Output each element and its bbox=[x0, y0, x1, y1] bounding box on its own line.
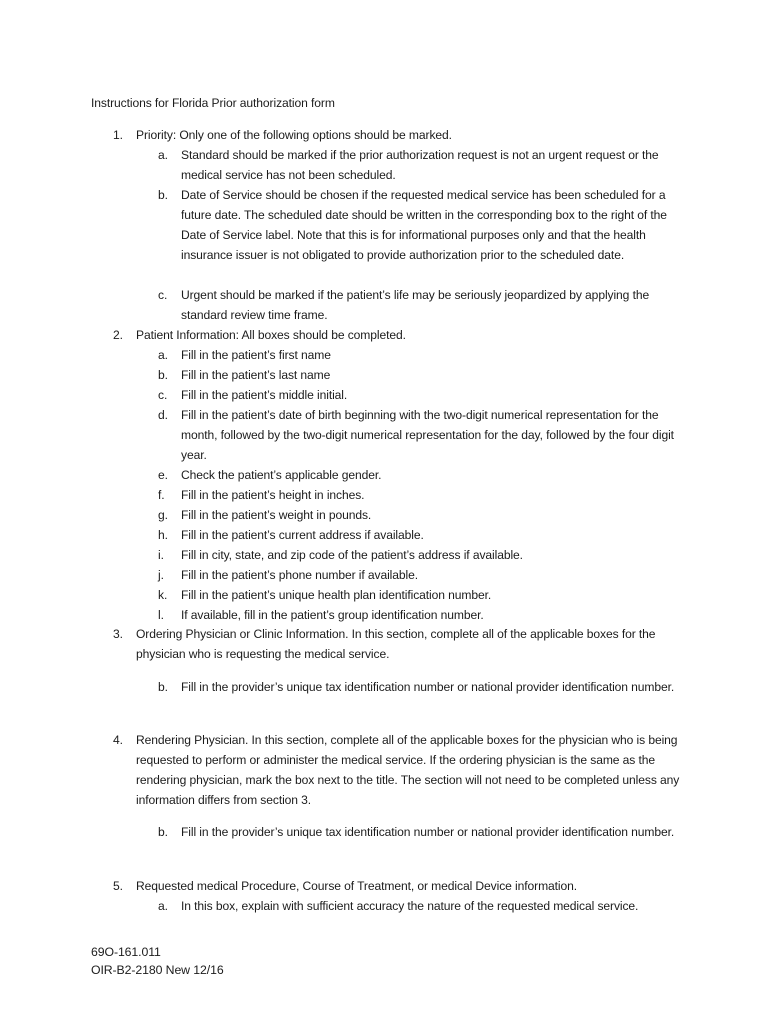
section-heading: Ordering Physician or Clinic Information. In this section, complete all of the applicable boxes for the physician who is requesting the medical service. bbox=[136, 627, 656, 661]
item-text: Urgent should be marked if the patient’s life may be seriously jeopardized by applying the standard review time frame. bbox=[181, 288, 650, 322]
item-letter: a. bbox=[158, 899, 168, 913]
footer-form-number: OIR-B2-2180 New 12/16 bbox=[91, 963, 224, 977]
item-letter: h. bbox=[158, 528, 168, 542]
item-text: Fill in the patient’s height in inches. bbox=[181, 488, 365, 502]
item-letter: c. bbox=[158, 288, 168, 302]
item-text: In this box, explain with sufficient accuracy the nature of the requested medical service. bbox=[181, 899, 639, 913]
document-title: Instructions for Florida Prior authorization form bbox=[91, 96, 335, 110]
item-text: Fill in the patient’s date of birth beginning with the two-digit numerical representation for the month, followed by the two-digit numerical representation for the day, followed by the four digit year. bbox=[181, 408, 674, 462]
item-letter: b. bbox=[158, 188, 168, 202]
item-text: Date of Service should be chosen if the requested medical service has been scheduled for a future date. The scheduled date should be written in the corresponding box to the right of the Date of Service label. Note that this is for informational purposes only and that the health insurance issuer is not obligated to provide authorization prior to the scheduled date. bbox=[181, 188, 667, 262]
item-text: Fill in the patient’s middle initial. bbox=[181, 388, 348, 402]
item-text: Fill in the patient’s last name bbox=[181, 368, 331, 382]
section-number: 5. bbox=[113, 879, 123, 893]
item-letter: k. bbox=[158, 588, 168, 602]
item-text: Fill in the patient’s phone number if available. bbox=[181, 568, 418, 582]
item-text: Standard should be marked if the prior authorization request is not an urgent request or the medical service has not been scheduled. bbox=[181, 148, 659, 182]
item-text: Fill in the patient’s weight in pounds. bbox=[181, 508, 372, 522]
item-letter: a. bbox=[158, 148, 168, 162]
item-letter: g. bbox=[158, 508, 168, 522]
item-text: If available, fill in the patient’s group identification number. bbox=[181, 608, 484, 622]
section-heading: Rendering Physician. In this section, complete all of the applicable boxes for the physician who is being requested to perform or administer the medical service. If the ordering physician is the same as the rendering physician, mark the box next to the title. The section will not need to be completed unless any information differs from section 3. bbox=[136, 733, 680, 807]
item-text: Fill in the patient’s current address if available. bbox=[181, 528, 424, 542]
item-text: Check the patient’s applicable gender. bbox=[181, 468, 382, 482]
item-text: Fill in the provider’s unique tax identification number or national provider identification number. bbox=[181, 680, 675, 694]
section-heading: Priority: Only one of the following options should be marked. bbox=[136, 128, 452, 142]
item-letter: d. bbox=[158, 408, 168, 422]
item-letter: f. bbox=[158, 488, 165, 502]
footer-rule-number: 69O-161.011 bbox=[91, 945, 161, 959]
item-letter: e. bbox=[158, 468, 168, 482]
item-letter: j. bbox=[158, 568, 164, 582]
item-letter: a. bbox=[158, 348, 168, 362]
section-number: 1. bbox=[113, 128, 123, 142]
section-number: 2. bbox=[113, 328, 123, 342]
item-text: Fill in city, state, and zip code of the patient’s address if available. bbox=[181, 548, 523, 562]
item-letter: l. bbox=[158, 608, 164, 622]
item-text: Fill in the provider’s unique tax identification number or national provider identification number. bbox=[181, 825, 675, 839]
item-letter: c. bbox=[158, 388, 168, 402]
item-text: Fill in the patient’s first name bbox=[181, 348, 331, 362]
item-text: Fill in the patient’s unique health plan identification number. bbox=[181, 588, 492, 602]
item-letter: i. bbox=[158, 548, 164, 562]
item-letter: b. bbox=[158, 680, 168, 694]
section-number: 3. bbox=[113, 627, 123, 641]
section-number: 4. bbox=[113, 733, 123, 747]
item-letter: b. bbox=[158, 368, 168, 382]
section-heading: Patient Information: All boxes should be completed. bbox=[136, 328, 406, 342]
section-heading: Requested medical Procedure, Course of Treatment, or medical Device information. bbox=[136, 879, 578, 893]
item-letter: b. bbox=[158, 825, 168, 839]
